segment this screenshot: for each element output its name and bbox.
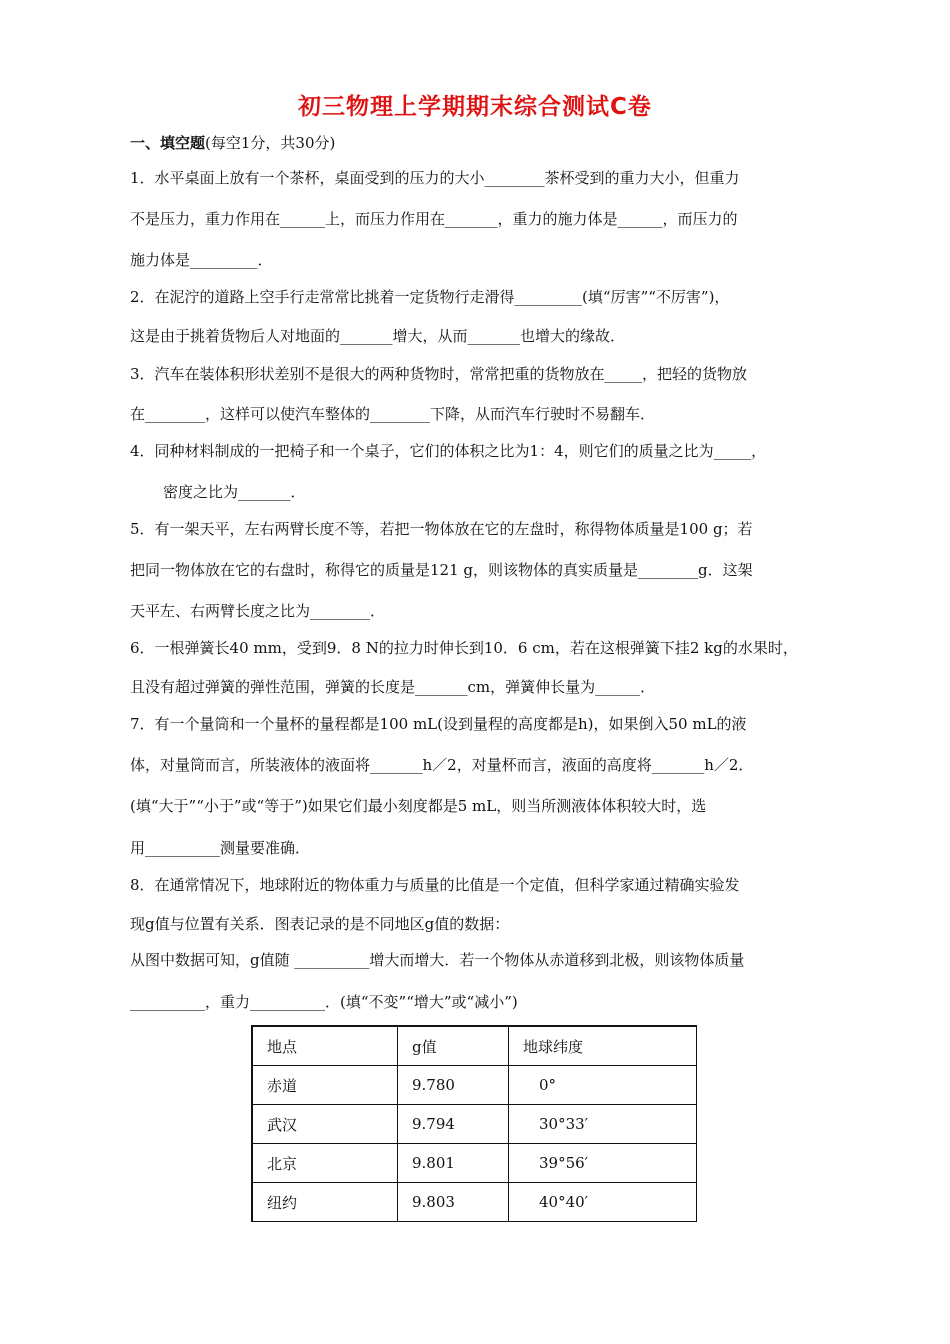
table-cell: 9.801 — [398, 1144, 509, 1183]
table-cell: 40°40′ — [509, 1183, 697, 1222]
table-cell: 9.794 — [398, 1105, 509, 1144]
table-row — [252, 1105, 697, 1144]
question-1-line-2: 不是压力，重力作用在______上，而压力作用在_______，重力的施力体是______，而压力的 — [130, 210, 738, 228]
table-cell: 赤道 — [252, 1066, 398, 1105]
g-value-table — [251, 1025, 697, 1222]
question-3-line-1: 3．汽车在装体积形状差别不是很大的两种货物时，常常把重的货物放在_____，把轻的货物放 — [130, 365, 748, 383]
question-7-line-3: (填“大于”“小于”或“等于”)如果它们最小刻度都是5 mL，则当所测液体体积较大时，选 — [130, 797, 707, 815]
table-cell: 30°33′ — [509, 1105, 697, 1144]
question-4-line-2: 密度之比为_______． — [163, 483, 306, 501]
table-row — [252, 1183, 697, 1222]
question-8-line-2: 现g值与位置有关系．图表记录的是不同地区g值的数据： — [130, 915, 510, 933]
table-row — [252, 1144, 697, 1183]
question-8-line-4: __________，重力__________．(填“不变”“增大”或“减小”) — [130, 993, 518, 1011]
question-1-line-3: 施力体是_________． — [130, 251, 273, 269]
question-2-line-2: 这是由于挑着货物后人对地面的_______增大，从而_______也增大的缘故． — [130, 327, 626, 345]
table-cell: 纽约 — [252, 1183, 398, 1222]
section-heading — [130, 133, 335, 153]
question-3-line-2: 在________，这样可以使汽车整体的________下降，从而汽车行驶时不易翻车． — [130, 405, 656, 423]
question-7-line-4: 用__________测量要准确． — [130, 839, 311, 857]
table-cell: 9.803 — [398, 1183, 509, 1222]
question-7-line-1: 7．有一个量筒和一个量杯的量程都是100 mL(设到量程的高度都是h)，如果倒入50 mL的液 — [130, 715, 747, 733]
question-6-line-1: 6．一根弹簧长40 mm，受到9．8 N的拉力时伸长到10．6 cm，若在这根弹簧下挂2 kg的水果时， — [130, 639, 798, 657]
table-header-cell: 地球纬度 — [509, 1026, 697, 1066]
table-header-row — [252, 1026, 697, 1066]
question-8-line-3: 从图中数据可知，g值随 __________增大而增大．若一个物体从赤道移到北极，则该物体质量 — [130, 951, 745, 969]
question-6-line-2: 且没有超过弹簧的弹性范围，弹簧的长度是_______cm，弹簧伸长量为______． — [130, 678, 656, 696]
question-4-line-1: 4．同种材料制成的一把椅子和一个桌子，它们的体积之比为1：4，则它们的质量之比为_____， — [130, 442, 767, 460]
table-cell: 武汉 — [252, 1105, 398, 1144]
question-1-line-1: 1．水平桌面上放有一个茶杯，桌面受到的压力的大小________茶杯受到的重力大小，但重力 — [130, 169, 740, 187]
question-5-line-2: 把同一物体放在它的右盘时，称得它的质量是121 g，则该物体的真实质量是________g．这架 — [130, 561, 753, 579]
question-8-line-1: 8．在通常情况下，地球附近的物体重力与质量的比值是一个定值，但科学家通过精确实验发 — [130, 876, 740, 894]
table-header-cell: g值 — [398, 1026, 509, 1066]
table-cell: 39°56′ — [509, 1144, 697, 1183]
section-label: 一、填空题 — [130, 134, 206, 152]
question-5-line-1: 5．有一架天平，左右两臂长度不等，若把一物体放在它的左盘时，称得物体质量是100 g；若 — [130, 520, 753, 538]
table-cell: 0° — [509, 1066, 697, 1105]
section-note: (每空1分，共30分) — [205, 134, 336, 152]
question-7-line-2: 体，对量筒而言，所装液体的液面将_______h／2，对量杯而言，液面的高度将_______h／2． — [130, 756, 754, 774]
page-title: 初三物理上学期期末综合测试C卷 — [298, 94, 652, 120]
table-cell: 9.780 — [398, 1066, 509, 1105]
question-2-line-1: 2．在泥泞的道路上空手行走常常比挑着一定货物行走滑得_________(填“厉害”“不厉害”)， — [130, 288, 730, 306]
table-row — [252, 1066, 697, 1105]
question-5-line-3: 天平左、右两臂长度之比为________． — [130, 602, 386, 620]
table-cell: 北京 — [252, 1144, 398, 1183]
table-header-cell: 地点 — [252, 1026, 398, 1066]
